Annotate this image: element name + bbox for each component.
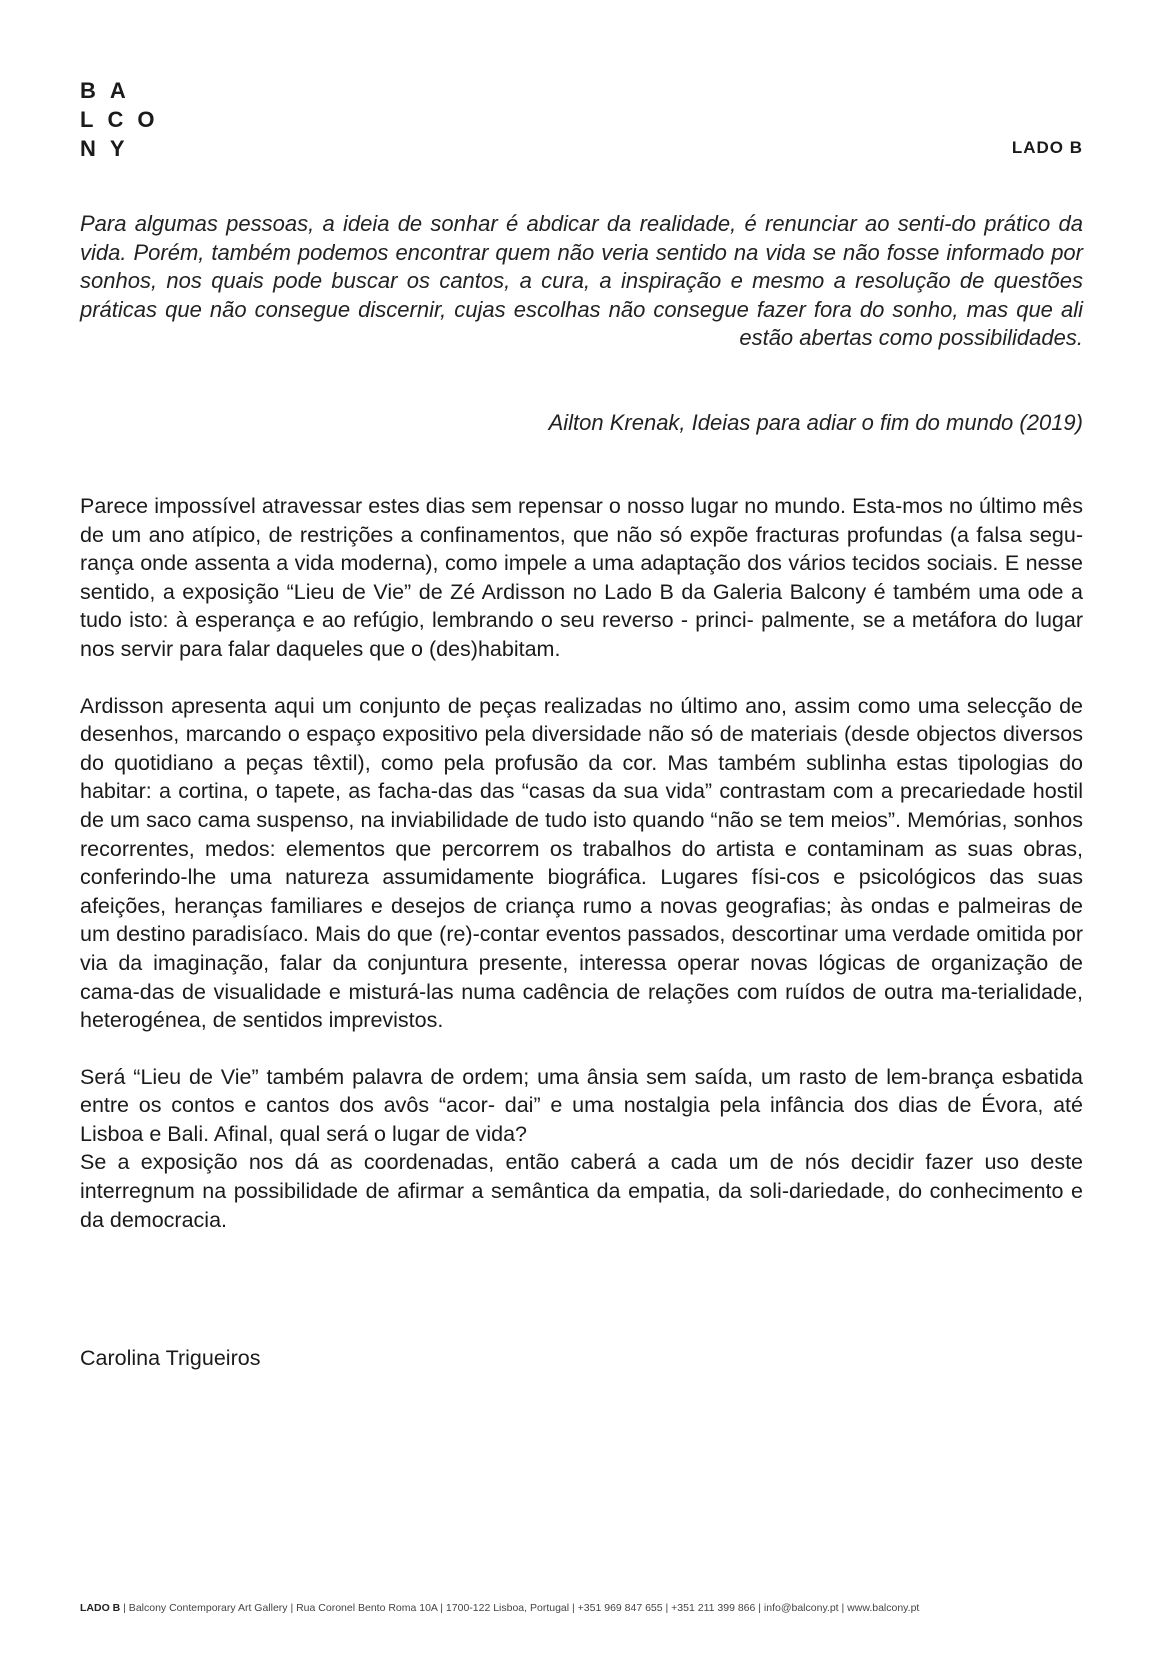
logo-line-1: BA [80, 78, 140, 103]
logo-line-2: LCO [80, 107, 169, 132]
body-paragraph-2: Ardisson apresenta aqui um conjunto de peças realizadas no último ano, assim como uma selecção de desenhos, marcando o espaço expositivo pela diversidade não só de materiais (desde objectos diversos do quotidiano a peças têxtil), como pela profusão da cor. Mas também sublinha estas tipologias do habitar: a cortina, o tapete, as facha-das das “casas da sua vida” contrastam com a precariedade hostil de um saco cama suspenso, na inviabilidade de tudo isto quando “não se tem meios”. Memórias, sonhos recorrentes, medos: elementos que percorrem os trabalhos do artista e contaminam as suas obras, conferindo-lhe uma natureza assumidamente biográfica. Lugares físi-cos e psicológicos das suas afeições, heranças familiares e desejos de criança rumo a novas geografias; às ondas e palmeiras de um destino paradisíaco. Mais do que (re)-contar eventos passados, descortinar uma verdade omitida por via da imaginação, falar da conjuntura presente, interessa operar novas lógicas de organização de cama-das de visualidade e misturá-las numa cadência de relações com ruídos de outra ma-terialidade, heterogénea, de sentidos imprevistos. [80, 693, 1083, 1033]
article-body [80, 492, 1083, 1262]
epigraph-attribution: Ailton Krenak, Ideias para adiar o fim do mundo (2019) [548, 410, 1083, 435]
epigraph-text: Para algumas pessoas, a ideia de sonhar é abdicar da realidade, é renunciar ao senti-do prático da vida. Porém, também podemos encontrar quem não veria sentido na vida se não fosse informado por sonhos, nos quais pode buscar os cantos, a cura, a inspiração e mesmo a resolução de questões práticas que não consegue discernir, cujas escolhas não consegue fazer fora do sonho, mas que ali estão abertas como possibilidades. [80, 211, 1083, 350]
logo-line-3: NY [80, 136, 139, 161]
balcony-logo [80, 76, 168, 163]
body-paragraph-3: Será “Lieu de Vie” também palavra de ordem; uma ânsia sem saída, um rasto de lem-brança esbatida entre os contos e cantos dos avôs “acor- dai” e uma nostalgia pela infância dos dias de Évora, até Lisboa e Bali. Afinal, qual será o lugar de vida? [80, 1064, 1083, 1146]
section-tag: LADO B [1011, 138, 1083, 157]
page-footer [80, 1602, 1083, 1614]
epigraph-quote [80, 210, 1083, 353]
footer-contact: | Balcony Contemporary Art Gallery | Rua Coronel Bento Roma 10A | 1700-122 Lisboa, Portugal | +351 969 847 655 | +351 211 399 866 | info@balcony.pt | www.balcony.pt [120, 1602, 920, 1614]
author-signature: Carolina Trigueiros [80, 1346, 261, 1370]
footer-label: LADO B [80, 1602, 121, 1614]
body-paragraph-1: Parece impossível atravessar estes dias sem repensar o nosso lugar no mundo. Esta-mos no último mês de um ano atípico, de restrições a confinamentos, que não só expõe fracturas profundas (a falsa segu- rança onde assenta a vida moderna), como impele a uma adaptação dos vários tecidos sociais. E nesse sentido, a exposição “Lieu de Vie” de Zé Ardisson no Lado B da Galeria Balcony é também uma ode a tudo isto: à esperança e ao refúgio, lembrando o seu reverso - princi- palmente, se a metáfora do lugar nos servir para falar daqueles que o (des)habitam. [80, 494, 1083, 661]
body-paragraph-4: Se a exposição nos dá as coordenadas, então caberá a cada um de nós decidir fazer uso deste interregnum na possibilidade de afirmar a semântica da empatia, da soli-dariedade, do conhecimento e da democracia. [80, 1150, 1083, 1232]
